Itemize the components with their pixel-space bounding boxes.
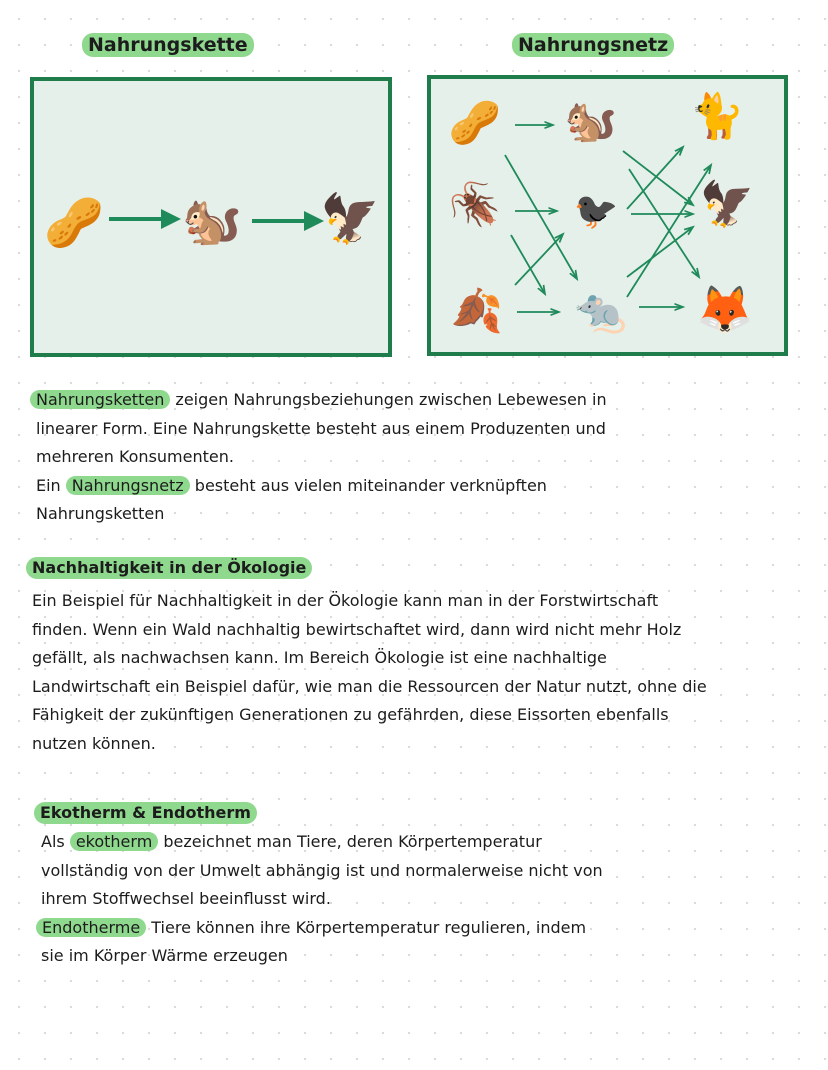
text-fragment: Tiere können ihre Körpertemperatur regulieren, indem <box>146 917 587 937</box>
thermo-text <box>36 828 603 971</box>
text-line: Fähigkeit der zukünftigen Generationen zu gefährden, diese Eissorten ebenfalls <box>32 705 669 724</box>
web-arrow-chipmunk-fox <box>629 169 699 277</box>
food-web-diagram <box>427 75 788 356</box>
text-line: nutzen können. <box>32 733 156 753</box>
text-line: mehreren Konsumenten. <box>36 447 234 466</box>
web-arrow-chipmunk-eagle <box>623 151 693 205</box>
blackbird-icon: 🐦‍⬛ <box>573 191 619 232</box>
sustainability-text <box>32 587 707 758</box>
term-ekotherm: ekotherm <box>70 832 158 851</box>
peanut-icon: 🥜 <box>44 195 104 251</box>
eagle-icon: 🦅 <box>320 191 380 247</box>
sustainability-heading: Nachhaltigkeit in der Ökologie <box>26 557 312 579</box>
chipmunk-icon: 🐿️ <box>182 193 242 249</box>
text-line: linearer Form. Eine Nahrungskette besteht aus einem Produzenten und <box>36 418 606 438</box>
chipmunk-icon: 🐿️ <box>564 96 618 145</box>
food-chain-explanation <box>30 386 607 529</box>
food-chain-diagram <box>30 77 392 357</box>
food-chain-title: Nahrungskette <box>82 33 254 57</box>
rat-icon: 🐀 <box>574 286 628 335</box>
food-web-title: Nahrungsnetz <box>512 33 674 57</box>
text-line: vollständig von der Umwelt abhängig ist und normalerweise nicht von <box>41 860 603 880</box>
web-arrow-peanut-rat <box>505 155 577 279</box>
term-nahrungsketten: Nahrungsketten <box>30 390 170 409</box>
text-fragment: Als <box>41 832 70 851</box>
peanut-icon: 🥜 <box>448 98 502 147</box>
web-arrow-leaves-blackbird <box>515 234 563 285</box>
text-line: sie im Körper Wärme erzeugen <box>41 946 288 965</box>
text-line: Nahrungsketten <box>36 504 165 523</box>
leaves-icon: 🍂 <box>450 286 504 335</box>
text-line: gefällt, als nachwachsen kann. Im Bereich Ökologie ist eine nachhaltige <box>32 648 607 667</box>
cockroach-icon: 🪳 <box>448 180 502 229</box>
text-line: zeigen Nahrungsbeziehungen zwischen Lebewesen in <box>170 390 607 409</box>
text-line: Ein Beispiel für Nachhaltigkeit in der Ökologie kann man in der Forstwirtschaft <box>32 591 659 610</box>
text-fragment: Ein <box>36 475 66 495</box>
term-nahrungsnetz: Nahrungsnetz <box>66 476 190 495</box>
web-arrow-cockroach-rat <box>511 235 545 294</box>
text-line: ihrem Stoffwechsel beeinflusst wird. <box>41 889 331 908</box>
text-fragment: besteht aus vielen miteinander verknüpften <box>189 475 547 495</box>
eagle-icon: 🦅 <box>699 179 755 230</box>
cat-icon: 🐈 <box>689 91 745 142</box>
fox-icon: 🦊 <box>696 282 754 336</box>
term-endotherme: Endotherme <box>36 918 146 937</box>
text-line: Landwirtschaft ein Beispiel dafür, wie man die Ressourcen der Natur nutzt, ohne die <box>32 676 707 696</box>
text-line: finden. Wenn ein Wald nachhaltig bewirtschaftet wird, dann wird nicht mehr Holz <box>32 619 682 639</box>
text-fragment: bezeichnet man Tiere, deren Körpertemperatur <box>158 832 542 851</box>
thermo-heading: Ekotherm & Endotherm <box>34 802 257 824</box>
